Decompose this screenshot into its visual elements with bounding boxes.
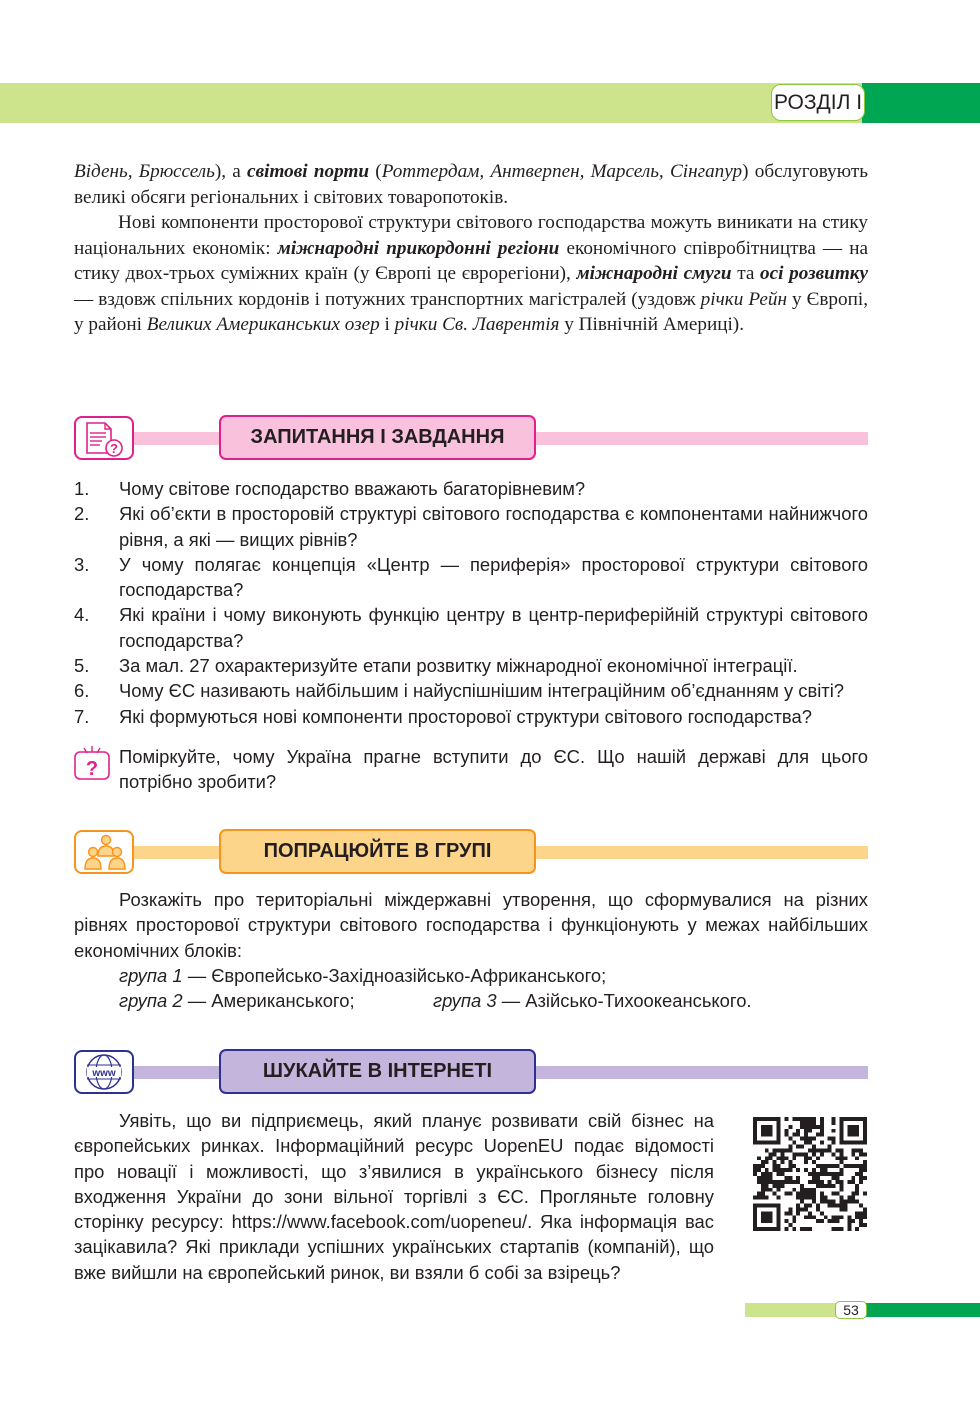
text-run: річки Рейн xyxy=(700,288,788,310)
globe-www-icon xyxy=(76,1052,132,1092)
text-run: у Північній Америці). xyxy=(559,314,744,335)
question-number: 5. xyxy=(74,655,90,677)
text-run: економічного співробітництва — на стику двох-трьох суміжних країн (у Європі це єврорегіони), xyxy=(74,237,869,284)
text-run: осі розвитку xyxy=(760,263,868,284)
group-1-label: група 1 xyxy=(119,965,183,986)
people-icon xyxy=(76,832,132,872)
text-run: Відень, Брюссель xyxy=(74,161,215,182)
question-item xyxy=(74,704,868,729)
text-run: ) обслуговують великі обсяги регіональних і світових товаропотоків. xyxy=(74,161,868,208)
question-number: 3. xyxy=(74,553,90,575)
section-label: РОЗДІЛ І xyxy=(771,84,865,121)
text-run: Нові компоненти просторової структури світового господарства можуть виникати на стику національних економік: xyxy=(74,212,868,259)
document-question-icon xyxy=(76,418,132,458)
think-text: Поміркуйте, чому Україна прагне вступити до ЄС. Що нашій державі для цього потрібно зробити? xyxy=(119,746,868,793)
text-run: річки Св. Лаврентія xyxy=(394,314,560,335)
group-text xyxy=(74,887,868,963)
internet-title: ШУКАЙТЕ В ІНТЕРНЕТІ xyxy=(219,1049,536,1094)
internet-icon-box xyxy=(74,1050,134,1094)
question-text: У чому полягає концепція «Центр — периферія» просторової структури світового господарства? xyxy=(119,553,868,601)
group-item-1 xyxy=(119,963,868,988)
question-number: 6. xyxy=(74,680,90,702)
question-item xyxy=(74,476,868,501)
group-icon-box xyxy=(74,830,134,874)
text-run: міжнародні прикордонні регіони xyxy=(277,237,560,259)
group-3-text: — Азійсько-Тихоокеанського. xyxy=(496,990,752,1011)
text-run: світові порти xyxy=(247,161,370,182)
question-item xyxy=(74,552,868,603)
text-run: ( xyxy=(369,161,382,182)
qr-code[interactable] xyxy=(752,1117,868,1231)
intro-text xyxy=(74,159,868,338)
group-1-text: — Європейсько-Західноазійсько-Африканського; xyxy=(182,965,607,986)
group-item-2 xyxy=(119,988,419,1013)
question-item xyxy=(74,602,868,653)
www-label: www xyxy=(92,1068,116,1079)
question-number: 7. xyxy=(74,705,90,727)
question-text: За мал. 27 охарактеризуйте етапи розвитку міжнародної економічної інтеграції. xyxy=(119,655,798,677)
question-item xyxy=(74,653,868,678)
questions-icon-box xyxy=(74,416,134,460)
group-2-label: група 2 xyxy=(119,990,183,1011)
think-icon xyxy=(74,746,110,780)
svg-text:?: ? xyxy=(110,441,118,456)
page-number: 53 xyxy=(835,1301,867,1319)
question-number: 2. xyxy=(74,503,90,525)
group-2-text: — Американського; xyxy=(182,990,355,1011)
text-run: та xyxy=(731,263,761,284)
text-run: у Європі, у районі xyxy=(74,288,868,335)
footer-band-accent xyxy=(862,1303,980,1317)
question-number: 1. xyxy=(74,478,90,499)
question-text: Які об’єкти в просторовій структурі світового господарства є компонентами найнижчого рівня, а які — вищих рівнів? xyxy=(119,503,868,550)
group-intro: Розкажіть про територіальні міждержавні утворення, що сформувалися на різних рівнях просторової структури світового господарства і функціонують у межах найбільших економічних блоків: xyxy=(74,889,868,961)
question-text: Чому світове господарство вважають багаторівневим? xyxy=(119,478,586,499)
question-item xyxy=(74,501,868,552)
question-item xyxy=(74,678,868,703)
header-band-accent xyxy=(862,83,980,123)
text-run: Великих Американських озер xyxy=(146,314,380,335)
text-run: ), а xyxy=(214,161,248,182)
text-run: — вздовж спільних кордонів і потужних транспортних магістралей (уздовж xyxy=(74,288,701,310)
question-text: Які формуються нові компоненти просторової структури світового господарства? xyxy=(119,705,812,727)
question-text: Які країни і чому виконують функцію центру в центр-периферійній структурі світового господарства? xyxy=(119,604,868,651)
question-text: Чому ЄС називають найбільшим і найуспішнішим інтеграційним об’єднанням у світі? xyxy=(119,680,845,702)
group-3-label: група 3 xyxy=(433,990,497,1011)
group-item-3 xyxy=(433,988,868,1013)
internet-text xyxy=(74,1108,714,1285)
internet-paragraph[interactable]: Уявіть, що ви підприємець, який планує розвивати свій бізнес на європейських ринках. Інформаційний ресурс UopenEU подає відомості про новації і можливості, що з’явилися в українського бізнесу після входження України до зони вільної торгівлі з ЄС. Прогляньте головну сторінку ресурсу: https://www.facebook.com/uopeneu/. Яка інформація вас зацікавила? Які приклади успішних українських стартапів (компаній), що вже вийшли на європейський ринок, ви взяли б собі за взірець? xyxy=(74,1110,714,1283)
text-run: міжнародні смуги xyxy=(576,263,732,284)
intro-paragraph-2 xyxy=(74,210,868,338)
questions-list xyxy=(74,476,868,729)
group-title: ПОПРАЦЮЙТЕ В ГРУПІ xyxy=(219,829,536,874)
question-number: 4. xyxy=(74,604,90,626)
questions-title: ЗАПИТАННЯ І ЗАВДАННЯ xyxy=(219,415,536,460)
svg-text:?: ? xyxy=(85,758,99,780)
text-run: Роттердам, Антверпен, Марсель, Сінгапур xyxy=(381,161,743,182)
intro-paragraph-1 xyxy=(74,159,868,210)
text-run: і xyxy=(379,314,395,335)
